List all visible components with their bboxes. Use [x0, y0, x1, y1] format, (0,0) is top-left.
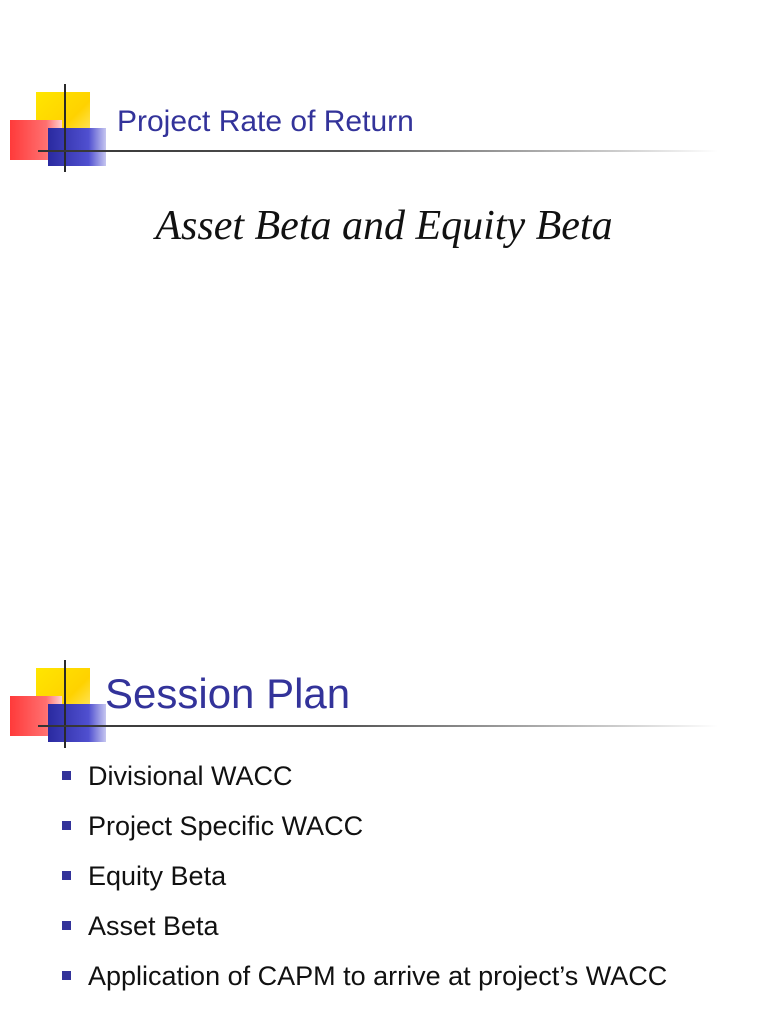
logo-blue-square — [48, 704, 106, 742]
list-item: Equity Beta — [60, 858, 700, 894]
slide-subtitle: Asset Beta and Equity Beta — [155, 203, 613, 249]
square-bullet-icon — [62, 971, 71, 980]
slide-title: Session Plan — [105, 670, 351, 717]
slide-logo-graphic — [8, 84, 118, 174]
slide-title: Project Rate of Return — [117, 105, 414, 138]
square-bullet-icon — [62, 921, 71, 930]
logo-blue-square — [48, 128, 106, 166]
list-item: Project Specific WACC — [60, 808, 700, 844]
logo-vertical-line — [64, 84, 66, 172]
square-bullet-icon — [62, 771, 71, 780]
list-item: Application of CAPM to arrive at project’s WACC — [60, 958, 700, 994]
slide-2 — [0, 600, 768, 1024]
square-bullet-icon — [62, 821, 71, 830]
square-bullet-icon — [62, 871, 71, 880]
list-item: Asset Beta — [60, 908, 700, 944]
title-underline — [38, 725, 718, 727]
slide-logo-graphic — [8, 660, 118, 750]
title-underline — [38, 150, 718, 152]
list-item: Divisional WACC — [60, 758, 700, 794]
bullet-list — [60, 758, 700, 1008]
logo-vertical-line — [64, 660, 66, 748]
